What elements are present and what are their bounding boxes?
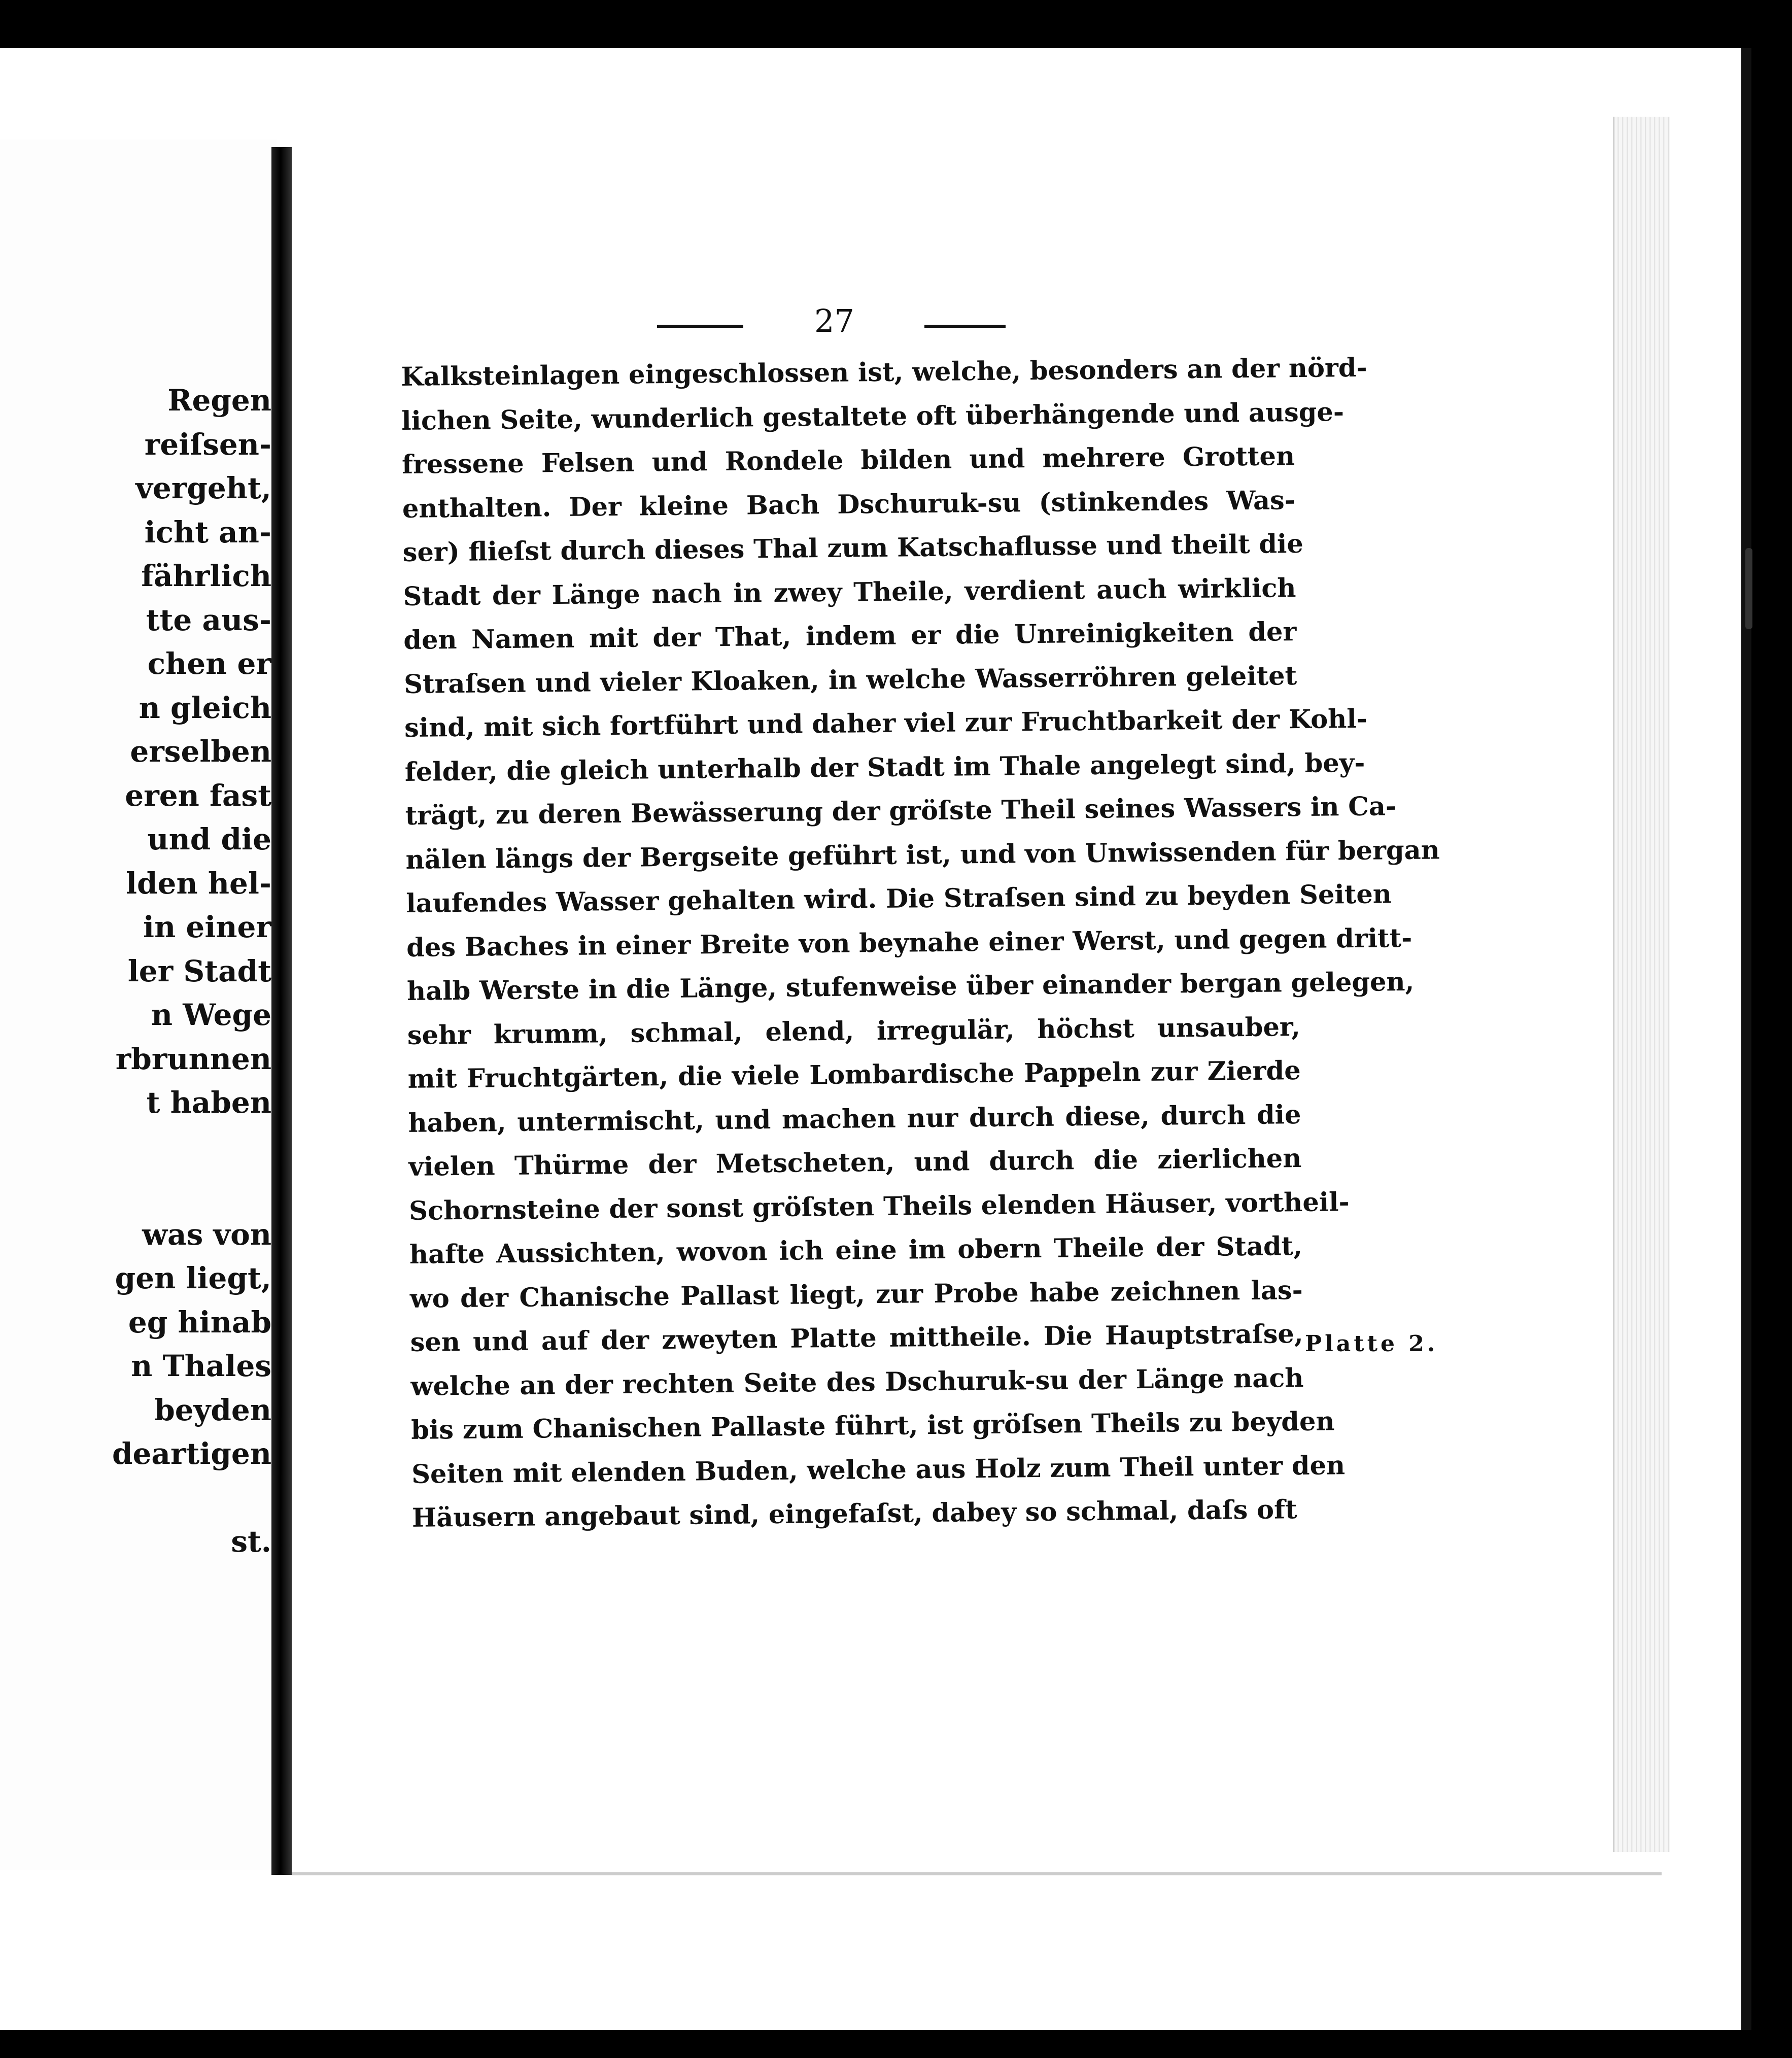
body-line: Häusern angebaut sind, eingefaſst, dabey so schmal, daſs oft [411,1494,1297,1533]
left-page-line: beyden [154,1392,271,1427]
body-line: laufendes Wasser gehalten wird. Die Straſsen sind zu beyden Seiten [406,879,1392,919]
page-edges [1613,117,1670,1852]
body-line: Kalksteinlagen eingeschlossen ist, welche, besonders an der nörd- [401,352,1367,392]
scan-border-right [1751,0,1792,2058]
left-page-line: Regen [167,383,271,418]
body-line: felder, die gleich unterhalb der Stadt im Thale angelegt sind, bey- [404,747,1365,787]
body-line: lichen Seite, wunderlich gestaltete oft überhängende und ausge- [401,396,1345,436]
body-line: des Baches in einer Breite von beynahe einer Werst, und gegen dritt- [406,922,1412,963]
body-line: hafte Aussichten, wovon ich eine im obern Theile der Stadt, [409,1231,1303,1270]
body-line: vielen Thürme der Metscheten, und durch die zierlichen [408,1143,1302,1182]
left-page-line: reiſsen- [144,427,271,462]
body-line: bis zum Chanischen Pallaste führt, ist gröſsen Theils zu beyden [411,1406,1335,1446]
body-line: welche an der rechten Seite des Dschuruk-su der Länge nach [410,1362,1304,1402]
body-line: den Namen mit der That, indem er die Unreinigkeiten der [403,616,1297,656]
body-line: mit Fruchtgärten, die viele Lombardische Pappeln zur Zierde [407,1055,1301,1094]
left-page-line: n Wege [151,998,271,1032]
body-line: sehr krumm, schmal, elend, irregulär, höchst unsauber, [407,1011,1301,1051]
left-page-line: n gleich [139,690,271,725]
body-line: sind, mit sich fortführt und daher viel zur Fruchtbarkeit der Kohl- [404,703,1368,743]
scan-border-bottom [0,2030,1792,2058]
margin-note: Platte 2. [1305,1331,1438,1357]
left-page-line: eren fast [125,778,271,813]
body-line: sen und auf der zweyten Platte mittheile. Die Hauptstraſse, [410,1319,1303,1358]
left-page-line: icht an- [144,514,271,550]
body-line: wo der Chanische Pallast liegt, zur Probe habe zeichnen las- [409,1275,1303,1314]
body-line: Schornsteine der sonst gröſsten Theils elenden Häuser, vortheil- [408,1186,1350,1226]
scan-inner-edge [1741,48,1751,2030]
body-line: Straſsen und vieler Kloaken, in welche Wasserröhren geleitet [403,660,1297,700]
header-rule-right [924,325,1006,328]
left-page-line: rbrunnen [115,1041,271,1076]
body-line: halb Werste in die Länge, stufenweise über einander bergan gelegen, [406,966,1415,1007]
left-page [0,140,277,1870]
left-page-line: n Thales [131,1349,271,1383]
book-gutter [271,147,292,1875]
body-line: haben, untermischt, und machen nur durch diese, durch die [408,1099,1301,1139]
left-page-line: ler Stadt [127,953,271,988]
page-number: 27 [814,302,854,339]
body-line: nälen längs der Bergseite geführt ist, und von Unwissenden für bergan [405,834,1440,875]
body-line: enthalten. Der kleine Bach Dschuruk-su (stinkendes Was- [402,485,1296,524]
left-page-line: eg hinab [128,1305,271,1340]
scan-border-top [0,0,1792,48]
left-page-line: st. [231,1524,271,1559]
body-line: Seiten mit elenden Buden, welche aus Holz zum Theil unter den [411,1450,1346,1490]
left-page-line: chen er [147,646,271,681]
left-page-line: und die [147,822,271,856]
left-page-line: gen liegt, [115,1261,271,1295]
left-page-line: t haben [146,1085,271,1120]
left-page-line: was von [142,1217,271,1252]
edge-blot [1745,548,1752,629]
left-page-line: vergeht, [135,471,271,505]
body-line: fressene Felsen und Rondele bilden und mehrere Grotten [401,441,1295,480]
body-line: trägt, zu deren Bewässerung der gröſste Theil seines Wassers in Ca- [405,791,1397,831]
left-page-line: tte aus- [146,602,271,637]
header-rule-left [657,325,743,328]
body-line: ser) flieſst durch dieses Thal zum Katschaflusse und theilt die [402,528,1304,568]
left-page-line: in einer [143,910,271,944]
body-line: Stadt der Länge nach in zwey Theile, verdient auch wirklich [403,572,1296,612]
left-page-line: lden hel- [125,866,271,901]
left-page-line: deartigen [112,1436,271,1471]
left-page-line: fährlich [141,559,271,593]
left-page-line: erselben [130,734,271,769]
